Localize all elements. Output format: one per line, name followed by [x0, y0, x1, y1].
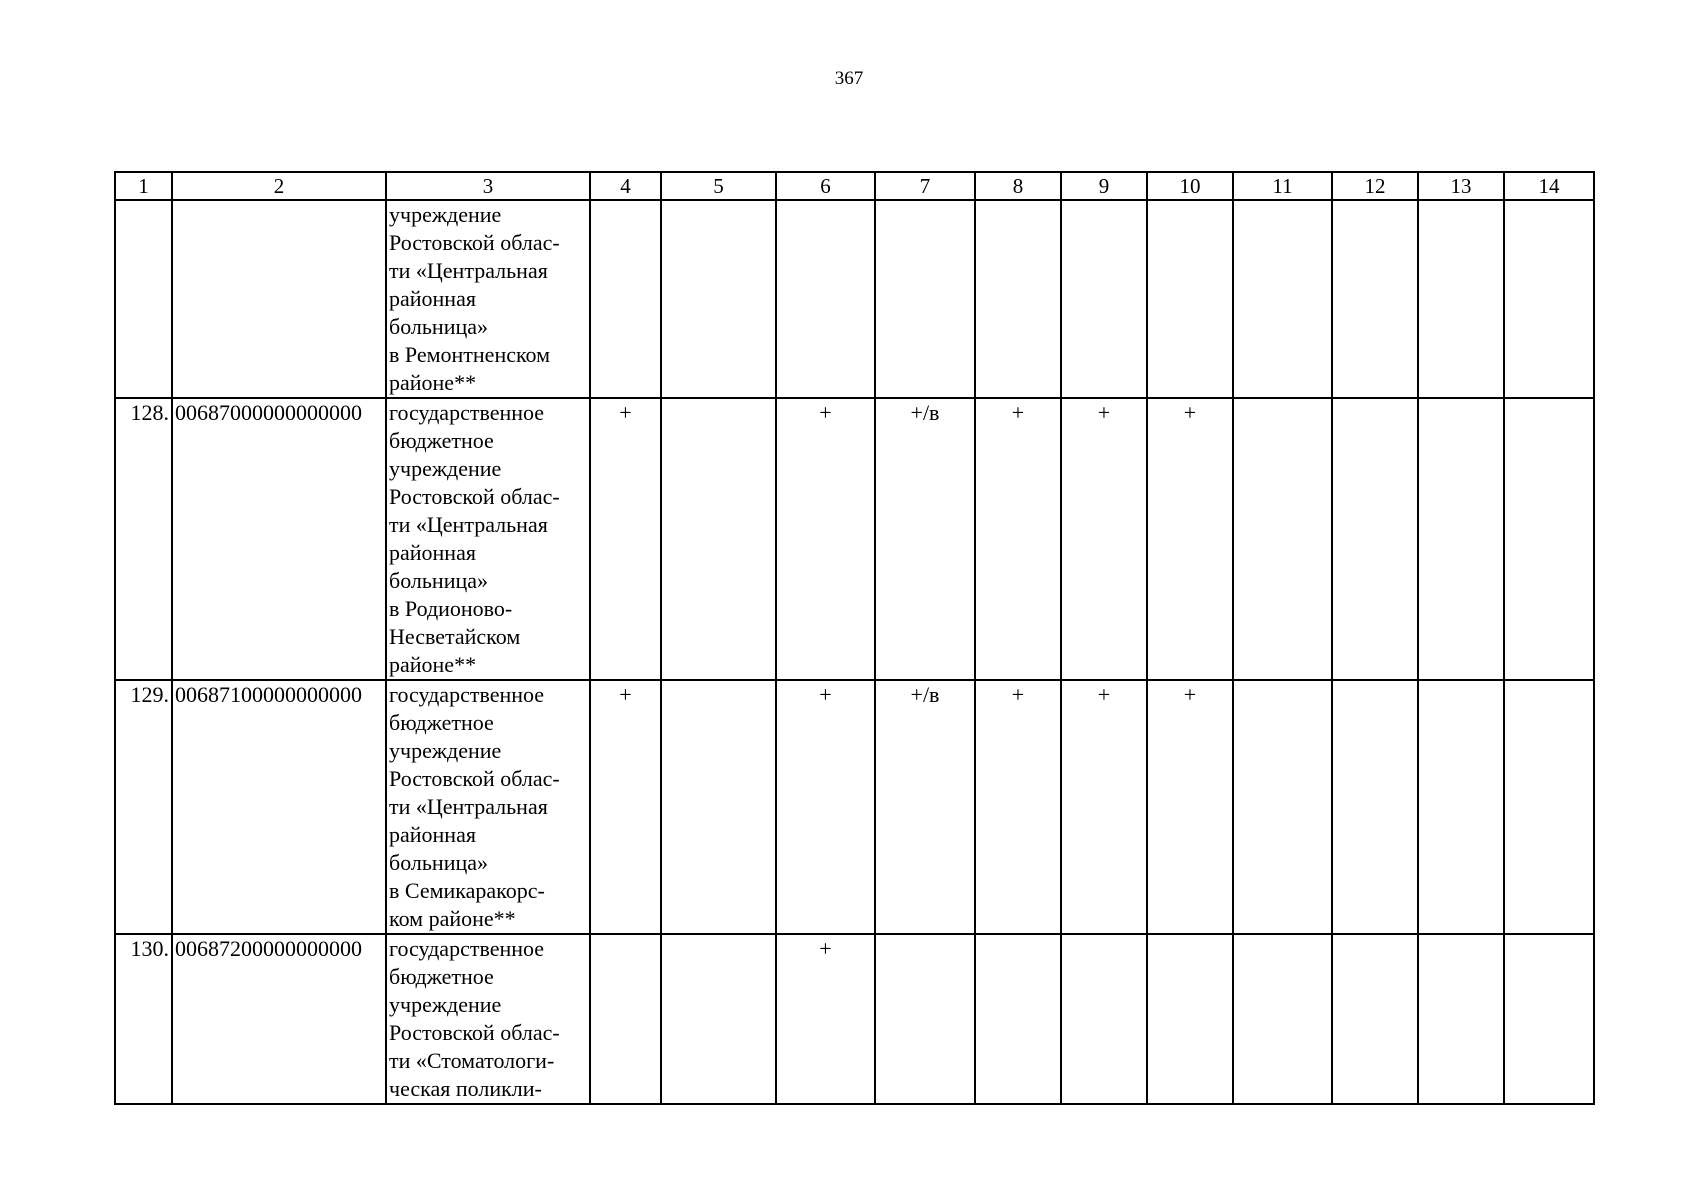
row-mark: +/в [875, 680, 975, 934]
column-header: 6 [776, 172, 875, 200]
row-name: государственное бюджетное учреждение Ростовской облас- ти «Стоматологи- ческая поликли- [386, 934, 590, 1104]
row-code: 00687200000000000 [172, 934, 386, 1104]
row-mark [661, 398, 776, 680]
row-mark [875, 200, 975, 398]
page-number: 367 [834, 68, 864, 89]
row-mark [776, 200, 875, 398]
row-mark [1332, 398, 1418, 680]
row-code: 00687100000000000 [172, 680, 386, 934]
column-header: 14 [1504, 172, 1594, 200]
column-header: 9 [1061, 172, 1147, 200]
row-mark [1504, 398, 1594, 680]
row-mark: + [1061, 398, 1147, 680]
row-mark [590, 934, 661, 1104]
row-mark: + [776, 680, 875, 934]
row-mark [1061, 200, 1147, 398]
row-mark: + [975, 398, 1061, 680]
row-name: государственное бюджетное учреждение Ростовской облас- ти «Центральная районная больница» в Родионово- Несветайском районе** [386, 398, 590, 680]
row-mark: + [590, 398, 661, 680]
row-mark [1418, 934, 1504, 1104]
row-number: 130. [115, 934, 172, 1104]
row-mark [1504, 200, 1594, 398]
row-mark: + [776, 934, 875, 1104]
row-code [172, 200, 386, 398]
row-mark: + [1061, 680, 1147, 934]
row-name: государственное бюджетное учреждение Ростовской облас- ти «Центральная районная больница» в Семикаракорс- ком районе** [386, 680, 590, 934]
column-header: 12 [1332, 172, 1418, 200]
row-mark [1233, 200, 1332, 398]
row-mark [1504, 934, 1594, 1104]
table-row [115, 934, 1594, 1104]
row-mark: + [1147, 398, 1233, 680]
row-mark [1332, 680, 1418, 934]
row-mark [1147, 934, 1233, 1104]
row-mark [1332, 934, 1418, 1104]
row-mark [1147, 200, 1233, 398]
row-mark [1504, 680, 1594, 934]
row-mark [975, 934, 1061, 1104]
row-mark [875, 934, 975, 1104]
row-mark: + [590, 680, 661, 934]
header-row [115, 172, 1594, 200]
row-number: 128. [115, 398, 172, 680]
row-number: 129. [115, 680, 172, 934]
row-mark: +/в [875, 398, 975, 680]
row-mark [1332, 200, 1418, 398]
column-header: 8 [975, 172, 1061, 200]
registry-table [114, 171, 1595, 1105]
row-mark [661, 200, 776, 398]
row-mark [975, 200, 1061, 398]
row-mark: + [1147, 680, 1233, 934]
row-mark [661, 934, 776, 1104]
row-mark [1418, 680, 1504, 934]
column-header: 4 [590, 172, 661, 200]
column-header: 5 [661, 172, 776, 200]
row-mark [661, 680, 776, 934]
row-mark [1233, 934, 1332, 1104]
row-code: 00687000000000000 [172, 398, 386, 680]
table-row [115, 398, 1594, 680]
row-mark [1061, 934, 1147, 1104]
row-name: учреждение Ростовской облас- ти «Центральная районная больница» в Ремонтненском районе** [386, 200, 590, 398]
row-mark [1233, 680, 1332, 934]
row-mark [1418, 200, 1504, 398]
column-header: 2 [172, 172, 386, 200]
column-header: 1 [115, 172, 172, 200]
column-header: 7 [875, 172, 975, 200]
row-mark [1233, 398, 1332, 680]
row-mark [1418, 398, 1504, 680]
row-number [115, 200, 172, 398]
column-header: 13 [1418, 172, 1504, 200]
table-row [115, 200, 1594, 398]
column-header: 11 [1233, 172, 1332, 200]
column-header: 10 [1147, 172, 1233, 200]
row-mark: + [975, 680, 1061, 934]
column-header: 3 [386, 172, 590, 200]
row-mark [590, 200, 661, 398]
row-mark: + [776, 398, 875, 680]
table-row [115, 680, 1594, 934]
